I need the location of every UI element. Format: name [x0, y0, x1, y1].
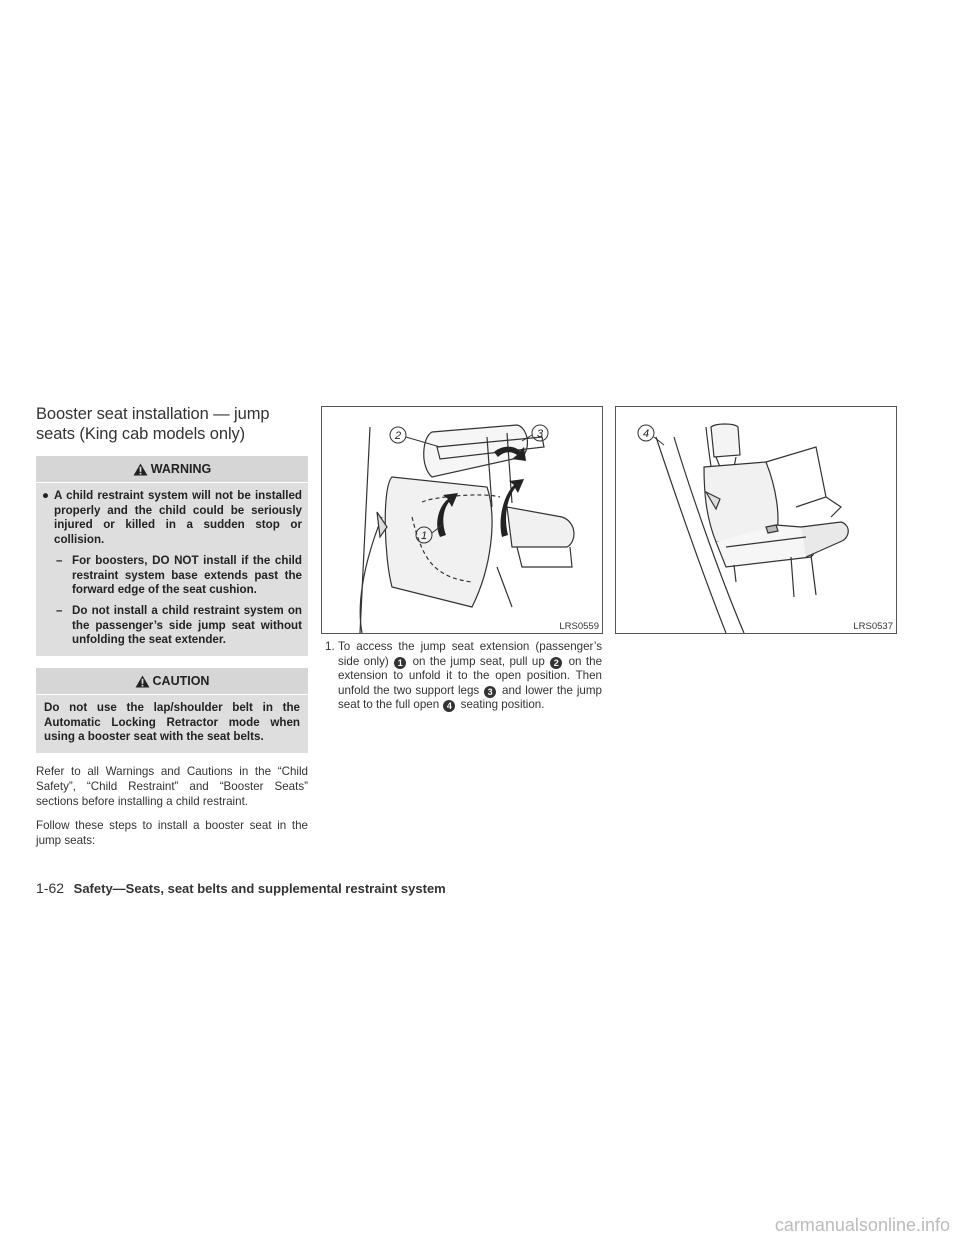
- dash-icon: –: [56, 603, 63, 617]
- caution-triangle-icon: [135, 675, 150, 688]
- step-number: 1.: [325, 640, 335, 653]
- watermark: carmanualsonline.info: [774, 1215, 950, 1235]
- figure-code: LRS0537: [853, 621, 893, 632]
- caution-header: [36, 668, 308, 695]
- bullet-icon: ●: [42, 489, 50, 502]
- callout-4-icon: 4: [443, 700, 455, 712]
- callout-2-icon: 2: [550, 657, 562, 669]
- callout-1: 1: [420, 530, 428, 542]
- left-column: [36, 404, 308, 859]
- paragraph-follow: Follow these steps to install a booster seat in the jump seats:: [36, 819, 308, 847]
- footer-section-title: Safety—Seats, seat belts and supplemental restraint system: [73, 881, 446, 896]
- step-1: 1. To access the jump seat extension (passenger’s side only) 1 on the jump seat, pull up 2 on the extension to unfold it to the open position. Then unfold the two support legs 3 and lower the jump seat to the full open 4 seating position.: [325, 640, 603, 712]
- jump-seat-extension-illustration: [322, 407, 602, 633]
- callout-3-icon: 3: [484, 686, 496, 698]
- figure-jump-seat-open: [615, 406, 897, 634]
- page-footer: [36, 880, 446, 896]
- page-number: 1-62: [36, 880, 65, 896]
- dash-icon: –: [56, 553, 63, 567]
- jump-seat-open-illustration: [616, 407, 896, 633]
- warning-label: WARNING: [150, 462, 212, 476]
- section-title: Booster seat installation — jump seats (King cab models only): [36, 405, 270, 443]
- callout-3: 3: [536, 428, 544, 440]
- warning-triangle-icon: [133, 463, 148, 476]
- caution-box: [36, 668, 308, 753]
- caution-text: Do not use the lap/shoulder belt in the Automatic Locking Retractor mode when using a booster seat with the seat belts.: [44, 701, 300, 744]
- paragraph-refer: Refer to all Warnings and Cautions in the “Child Safety”, “Child Restraint” and “Booster Seats” sections before installing a child restraint.: [36, 765, 308, 808]
- warning-header: [36, 456, 308, 483]
- warning-dash-item: – For boosters, DO NOT install if the child restraint system base extends past the forward edge of the seat cushion.: [56, 553, 302, 597]
- callout-4: 4: [642, 428, 650, 440]
- warning-dash-item: – Do not install a child restraint system on the passenger’s side jump seat without unfolding the seat extender.: [56, 603, 302, 647]
- warning-bullet: ● A child restraint system will not be installed properly and the child could be seriously injured or killed in a sudden stop or collision.: [42, 489, 302, 547]
- callout-2: 2: [394, 430, 402, 442]
- caution-label: CAUTION: [152, 674, 210, 689]
- warning-box: [36, 456, 308, 656]
- callout-1-icon: 1: [394, 657, 406, 669]
- figure-code: LRS0559: [559, 621, 599, 632]
- figure-jump-seat-extension: [321, 406, 603, 634]
